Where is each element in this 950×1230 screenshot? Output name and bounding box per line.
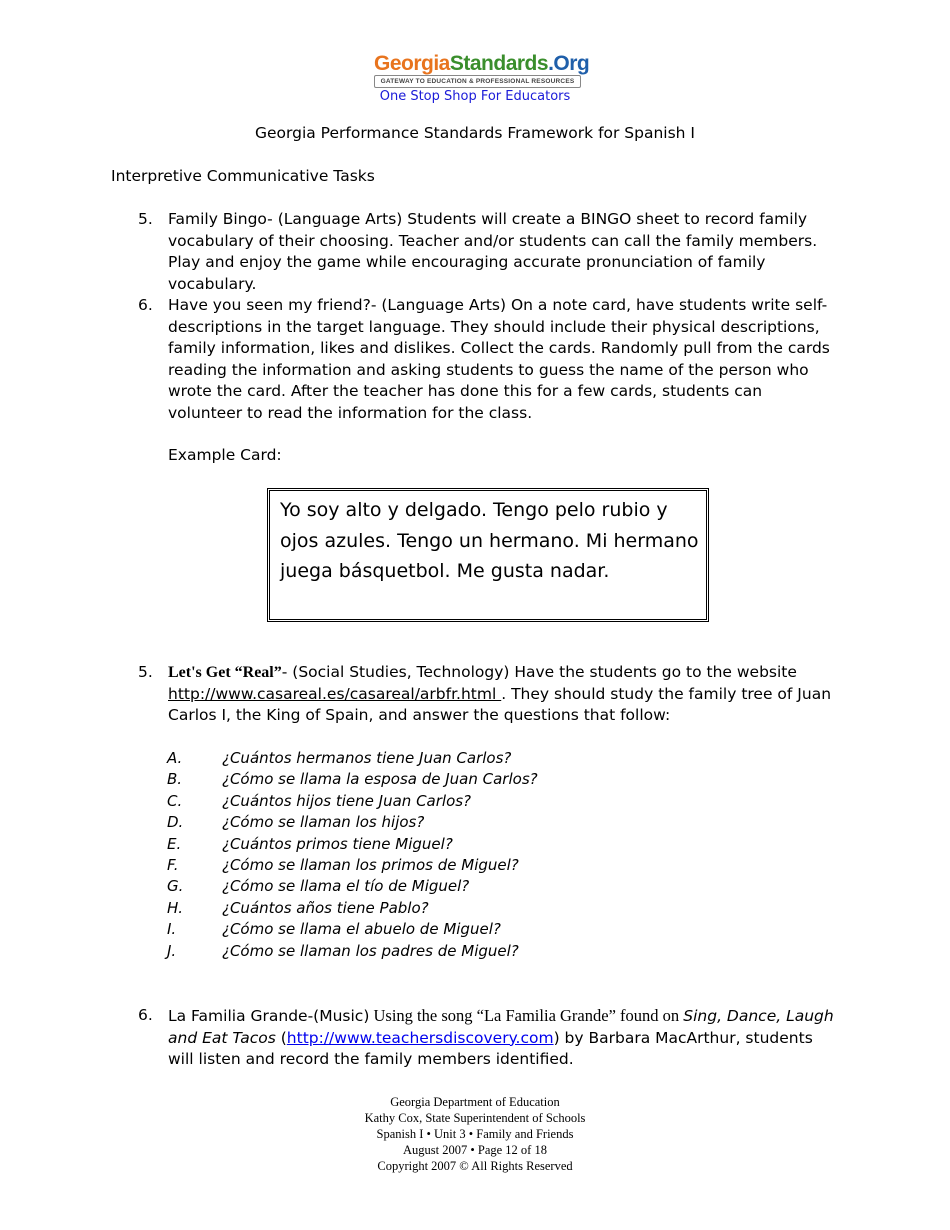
question-letter: J. bbox=[167, 941, 177, 960]
footer-line-superintendent: Kathy Cox, State Superintendent of Schools bbox=[364, 1111, 586, 1125]
question-letter: E. bbox=[167, 834, 182, 853]
item-number: 6. bbox=[138, 296, 153, 314]
list-item-lets-get-real bbox=[138, 662, 838, 727]
list-item-have-you-seen-my-friend bbox=[138, 295, 838, 467]
item-text-part2: ) by Barbara MacArthur, students will listen and record the family members identified. bbox=[168, 1028, 813, 1068]
item-text bbox=[168, 662, 838, 727]
footer-line-page: August 2007 • Page 12 of 18 bbox=[403, 1143, 547, 1157]
question-letter: A. bbox=[167, 749, 183, 767]
question-text: ¿Cuántos hermanos tiene Juan Carlos? bbox=[222, 749, 512, 767]
list-item-la-familia-grande bbox=[138, 1005, 838, 1071]
paren-open: ( bbox=[275, 1028, 287, 1047]
item-number: 6. bbox=[138, 1006, 153, 1024]
question-letter: C. bbox=[167, 791, 183, 810]
question-text: ¿Cuántos hijos tiene Juan Carlos? bbox=[222, 791, 472, 810]
example-card-label: Example Card: bbox=[168, 446, 282, 464]
question-letter: D. bbox=[167, 813, 184, 832]
item-text-part1: Using the song “La Familia Grande” found on bbox=[369, 1006, 684, 1025]
georgia-standards-logo[interactable] bbox=[374, 52, 590, 92]
list-item-family-bingo bbox=[138, 209, 838, 295]
page-title: Georgia Performance Standards Framework for Spanish I bbox=[254, 124, 696, 142]
casareal-link[interactable]: http://www.casareal.es/casareal/arbfr.html bbox=[168, 684, 502, 703]
teachersdiscovery-link[interactable]: http://www.teachersdiscovery.com bbox=[286, 1028, 554, 1047]
question-text: ¿Cómo se llaman los padres de Miguel? bbox=[222, 941, 519, 960]
item-text-after-link: . They should study the family tree of Juan Carlos I, the King of Spain, and answer the questions that follow: bbox=[168, 684, 832, 724]
question-letter: G. bbox=[167, 877, 184, 896]
footer-line-unit: Spanish I • Unit 3 • Family and Friends bbox=[376, 1127, 574, 1141]
question-letter: H. bbox=[167, 898, 184, 917]
question-text: ¿Cuántos años tiene Pablo? bbox=[222, 898, 429, 917]
question-text: ¿Cómo se llama el tío de Miguel? bbox=[222, 877, 470, 896]
question-text: ¿Cómo se llaman los primos de Miguel? bbox=[222, 855, 519, 874]
footer-line-copyright: Copyright 2007 © All Rights Reserved bbox=[377, 1159, 573, 1173]
item-number: 5. bbox=[138, 663, 153, 681]
one-stop-tagline: One Stop Shop For Educators bbox=[379, 89, 571, 104]
item-title: Let's Get “Real” bbox=[168, 664, 282, 681]
item-number: 5. bbox=[138, 210, 153, 228]
logo-tagline: GATEWAY TO EDUCATION & PROFESSIONAL RESOURCES bbox=[374, 75, 581, 88]
question-letter: B. bbox=[167, 770, 183, 789]
logo-wordmark: GeorgiaStandards.Org bbox=[374, 52, 590, 75]
section-heading: Interpretive Communicative Tasks bbox=[111, 167, 375, 185]
example-card-text: Yo soy alto y delgado. Tengo pelo rubio y ojos azules. Tengo un hermano. Mi hermano juega básquetbol. Me gusta nadar. bbox=[280, 499, 699, 582]
question-text: ¿Cómo se llaman los hijos? bbox=[222, 813, 425, 832]
item-title: La Familia Grande-(Music) bbox=[168, 1007, 370, 1025]
item-text: Family Bingo- (Language Arts) Students will create a BINGO sheet to record family vocabulary of their choosing. Teacher and/or students can call the family members. Play and enjoy the game while encouraging accurate pronunciation of family vocabulary. bbox=[168, 210, 818, 293]
question-text: ¿Cómo se llama la esposa de Juan Carlos? bbox=[222, 770, 538, 789]
question-letter: I. bbox=[167, 920, 177, 939]
footer-line-department: Georgia Department of Education bbox=[390, 1095, 560, 1109]
question-text: ¿Cómo se llama el abuelo de Miguel? bbox=[222, 920, 501, 939]
page-footer bbox=[0, 1094, 950, 1174]
item-text bbox=[168, 1005, 838, 1071]
question-text: ¿Cuántos primos tiene Miguel? bbox=[222, 834, 453, 853]
item-text-before-link: - (Social Studies, Technology) Have the students go to the website bbox=[281, 663, 797, 681]
question-letter: F. bbox=[167, 855, 179, 874]
example-card bbox=[267, 488, 709, 622]
item-text: Have you seen my friend?- (Language Arts) On a note card, have students write self-descriptions in the target language. They should include their physical descriptions, family information, likes and dislikes. Collect the cards. Randomly pull from the cards reading the information and asking students to guess the name of the person who wrote the card. After the teacher has done this for a few cards, students can volunteer to read the information for the class. bbox=[168, 296, 830, 422]
book-title: Sing, Dance, Laugh and Eat Tacos bbox=[168, 1007, 834, 1047]
